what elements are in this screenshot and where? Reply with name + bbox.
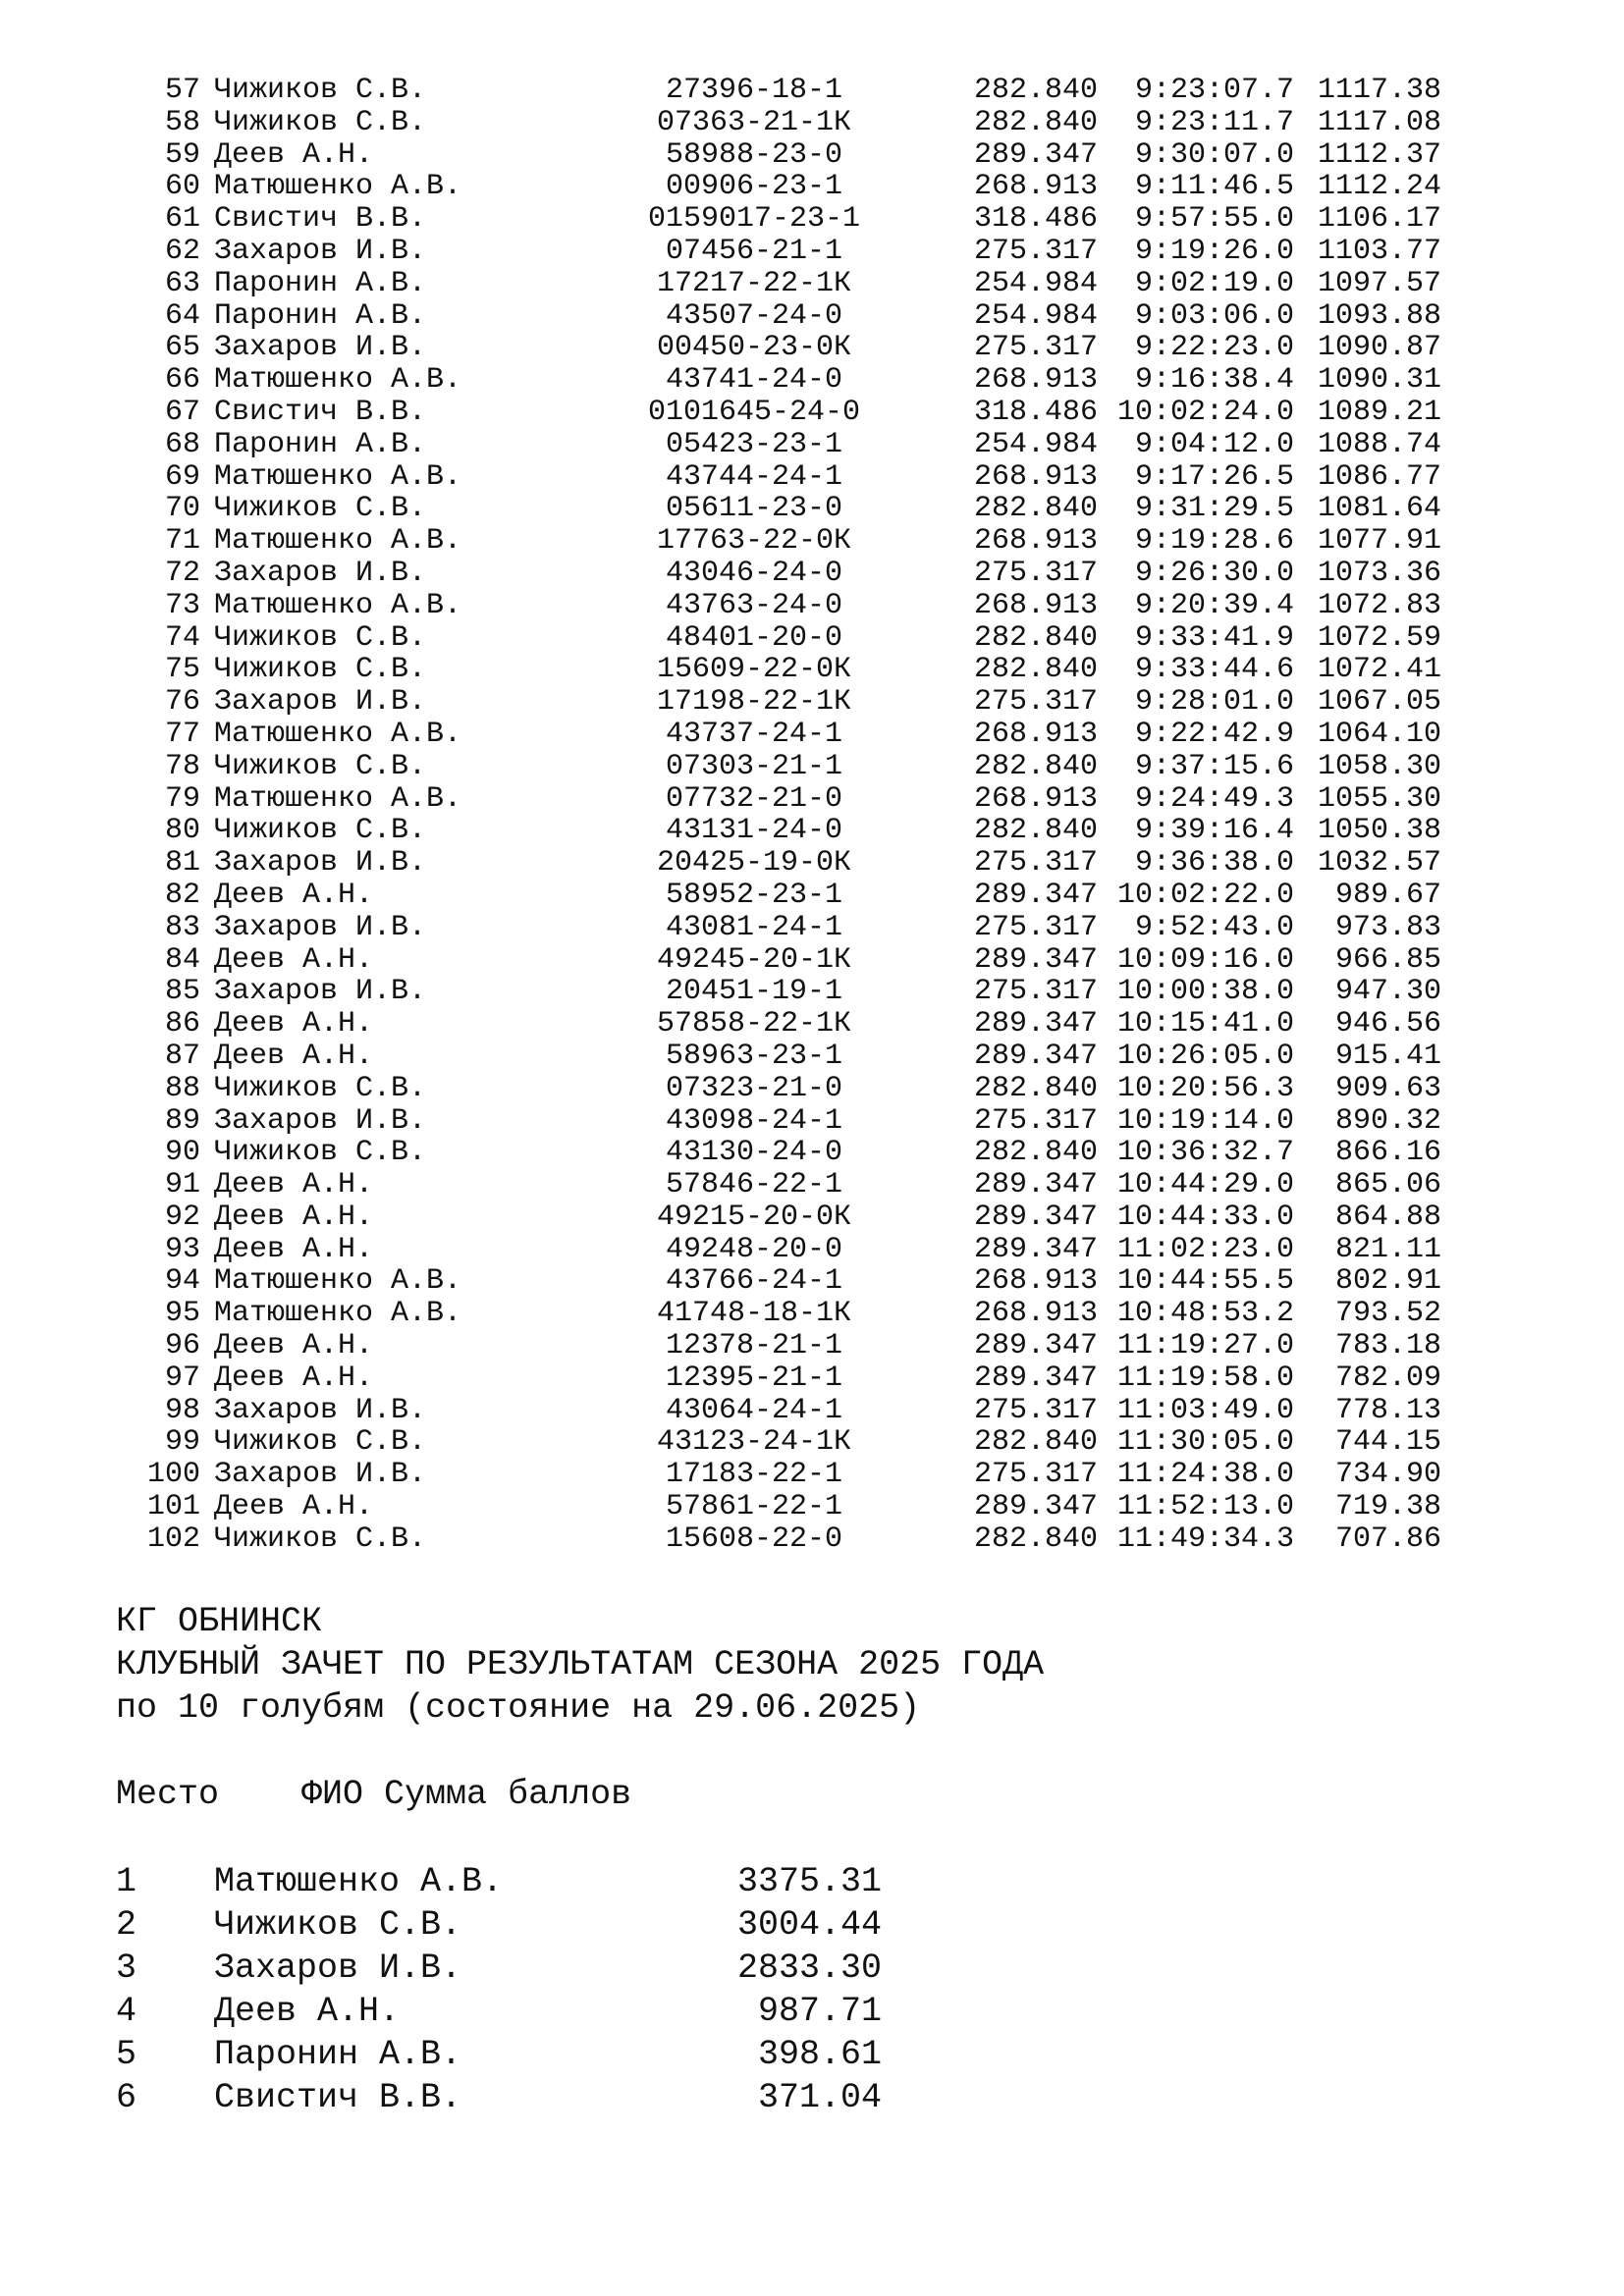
cell-ring: 57846-22-1 xyxy=(665,1168,843,1202)
cell-name: Деев А.Н. xyxy=(214,137,374,172)
cell-place: 60 xyxy=(164,170,200,204)
cell-distance: 254.984 xyxy=(973,427,1098,461)
cell-name: Захаров И.В. xyxy=(214,331,427,365)
standing-name: Свистич В.В. xyxy=(214,2078,462,2117)
cell-distance: 275.317 xyxy=(973,1458,1098,1492)
cell-time: 9:03:06.0 xyxy=(1134,298,1294,333)
cell-speed: 1086.77 xyxy=(1317,459,1441,494)
cell-place: 88 xyxy=(164,1071,200,1105)
cell-place: 102 xyxy=(146,1522,200,1556)
cell-distance: 268.913 xyxy=(973,524,1098,559)
cell-ring: 43098-24-1 xyxy=(665,1103,843,1138)
cell-place: 75 xyxy=(164,653,200,687)
cell-speed: 1106.17 xyxy=(1317,202,1441,237)
cell-time: 9:20:39.4 xyxy=(1134,588,1294,622)
standing-score: 398.61 xyxy=(757,2035,882,2074)
cell-speed: 1032.57 xyxy=(1317,846,1441,881)
cell-ring: 43737-24-1 xyxy=(665,717,843,751)
standings-title: КЛУБНЫЙ ЗАЧЕТ ПО РЕЗУЛЬТАТАМ СЕЗОНА 2025 ГОДА xyxy=(116,1645,1045,1684)
cell-speed: 1117.38 xyxy=(1317,74,1441,107)
standing-place: 4 xyxy=(116,1992,137,2031)
cell-ring: 43741-24-0 xyxy=(665,363,843,398)
cell-place: 66 xyxy=(164,363,200,398)
standing-score: 2833.30 xyxy=(736,1949,882,1988)
cell-ring: 43081-24-1 xyxy=(665,910,843,944)
cell-speed: 1089.21 xyxy=(1317,395,1441,429)
cell-ring: 43766-24-1 xyxy=(665,1264,843,1299)
cell-place: 80 xyxy=(164,814,200,848)
cell-speed: 1093.88 xyxy=(1317,298,1441,333)
standing-score: 987.71 xyxy=(757,1992,882,2031)
cell-time: 11:19:27.0 xyxy=(1116,1329,1294,1363)
cell-name: Деев А.Н. xyxy=(214,878,374,912)
cell-ring: 05611-23-0 xyxy=(665,492,843,526)
cell-speed: 1090.87 xyxy=(1317,331,1441,365)
cell-distance: 289.347 xyxy=(973,1168,1098,1202)
cell-time: 10:02:24.0 xyxy=(1116,395,1294,429)
cell-ring: 17763-22-0К xyxy=(656,524,852,559)
cell-distance: 282.840 xyxy=(973,620,1098,655)
cell-distance: 289.347 xyxy=(973,1007,1098,1041)
cell-time: 10:44:55.5 xyxy=(1116,1264,1294,1299)
cell-speed: 973.83 xyxy=(1334,910,1441,944)
cell-ring: 15608-22-0 xyxy=(665,1522,843,1556)
cell-ring: 20425-19-0К xyxy=(656,846,852,881)
cell-ring: 58988-23-0 xyxy=(665,137,843,172)
cell-speed: 865.06 xyxy=(1334,1168,1441,1202)
cell-speed: 1050.38 xyxy=(1317,814,1441,848)
cell-distance: 268.913 xyxy=(973,459,1098,494)
cell-ring: 43507-24-0 xyxy=(665,298,843,333)
cell-speed: 946.56 xyxy=(1334,1007,1441,1041)
cell-name: Деев А.Н. xyxy=(214,942,374,977)
cell-distance: 268.913 xyxy=(973,588,1098,622)
cell-ring: 15609-22-0К xyxy=(656,653,852,687)
cell-distance: 254.984 xyxy=(973,266,1098,300)
cell-ring: 57858-22-1К xyxy=(656,1007,852,1041)
cell-speed: 909.63 xyxy=(1334,1071,1441,1105)
cell-name: Матюшенко А.В. xyxy=(214,170,462,204)
cell-place: 84 xyxy=(164,942,200,977)
cell-name: Захаров И.В. xyxy=(214,1393,427,1427)
cell-ring: 58963-23-1 xyxy=(665,1039,843,1073)
cell-ring: 49248-20-0 xyxy=(665,1232,843,1266)
cell-distance: 254.984 xyxy=(973,298,1098,333)
cell-place: 97 xyxy=(164,1361,200,1395)
cell-time: 9:19:28.6 xyxy=(1134,524,1294,559)
cell-time: 9:31:29.5 xyxy=(1134,492,1294,526)
cell-distance: 275.317 xyxy=(973,234,1098,268)
cell-distance: 268.913 xyxy=(973,170,1098,204)
cell-time: 11:49:34.3 xyxy=(1116,1522,1294,1556)
cell-time: 10:00:38.0 xyxy=(1116,975,1294,1009)
cell-distance: 275.317 xyxy=(973,556,1098,590)
cell-distance: 275.317 xyxy=(973,975,1098,1009)
cell-time: 9:39:16.4 xyxy=(1134,814,1294,848)
cell-name: Чижиков С.В. xyxy=(214,74,427,107)
cell-speed: 778.13 xyxy=(1334,1393,1441,1427)
standings-header: Место ФИО Сумма баллов xyxy=(116,1775,632,1814)
cell-ring: 0159017-23-1 xyxy=(647,202,861,237)
cell-distance: 268.913 xyxy=(973,1297,1098,1331)
cell-speed: 866.16 xyxy=(1334,1136,1441,1170)
cell-ring: 43744-24-1 xyxy=(665,459,843,494)
cell-name: Чижиков С.В. xyxy=(214,492,427,526)
cell-speed: 719.38 xyxy=(1334,1490,1441,1524)
cell-time: 11:19:58.0 xyxy=(1116,1361,1294,1395)
cell-place: 99 xyxy=(164,1425,200,1460)
cell-distance: 282.840 xyxy=(973,1071,1098,1105)
cell-place: 82 xyxy=(164,878,200,912)
cell-name: Матюшенко А.В. xyxy=(214,459,462,494)
cell-name: Захаров И.В. xyxy=(214,685,427,720)
cell-distance: 268.913 xyxy=(973,363,1098,398)
cell-name: Паронин А.В. xyxy=(214,427,427,461)
cell-name: Матюшенко А.В. xyxy=(214,717,462,751)
cell-speed: 1055.30 xyxy=(1317,781,1441,816)
cell-distance: 268.913 xyxy=(973,717,1098,751)
cell-speed: 1072.83 xyxy=(1317,588,1441,622)
cell-place: 87 xyxy=(164,1039,200,1073)
cell-time: 11:30:05.0 xyxy=(1116,1425,1294,1460)
cell-name: Захаров И.В. xyxy=(214,556,427,590)
cell-distance: 275.317 xyxy=(973,1393,1098,1427)
cell-ring: 43130-24-0 xyxy=(665,1136,843,1170)
cell-time: 9:28:01.0 xyxy=(1134,685,1294,720)
cell-speed: 1112.37 xyxy=(1317,137,1441,172)
cell-distance: 282.840 xyxy=(973,74,1098,107)
cell-speed: 1067.05 xyxy=(1317,685,1441,720)
cell-ring: 07303-21-1 xyxy=(665,749,843,783)
cell-time: 9:23:11.7 xyxy=(1134,105,1294,139)
cell-speed: 947.30 xyxy=(1334,975,1441,1009)
cell-distance: 275.317 xyxy=(973,910,1098,944)
cell-name: Деев А.Н. xyxy=(214,1361,374,1395)
cell-distance: 282.840 xyxy=(973,653,1098,687)
cell-name: Чижиков С.В. xyxy=(214,1425,427,1460)
cell-place: 57 xyxy=(164,74,200,107)
cell-ring: 57861-22-1 xyxy=(665,1490,843,1524)
cell-name: Матюшенко А.В. xyxy=(214,524,462,559)
cell-time: 10:48:53.2 xyxy=(1116,1297,1294,1331)
cell-time: 11:24:38.0 xyxy=(1116,1458,1294,1492)
cell-name: Матюшенко А.В. xyxy=(214,1264,462,1299)
cell-distance: 275.317 xyxy=(973,685,1098,720)
cell-place: 85 xyxy=(164,975,200,1009)
cell-distance: 282.840 xyxy=(973,1136,1098,1170)
cell-place: 92 xyxy=(164,1200,200,1234)
cell-place: 74 xyxy=(164,620,200,655)
cell-distance: 289.347 xyxy=(973,942,1098,977)
cell-distance: 289.347 xyxy=(973,1200,1098,1234)
cell-name: Чижиков С.В. xyxy=(214,814,427,848)
cell-name: Захаров И.В. xyxy=(214,1458,427,1492)
standing-name: Захаров И.В. xyxy=(214,1949,462,1988)
cell-name: Чижиков С.В. xyxy=(214,653,427,687)
cell-distance: 282.840 xyxy=(973,749,1098,783)
cell-distance: 282.840 xyxy=(973,105,1098,139)
cell-distance: 289.347 xyxy=(973,1329,1098,1363)
cell-time: 9:16:38.4 xyxy=(1134,363,1294,398)
standing-score: 371.04 xyxy=(757,2078,882,2117)
cell-time: 9:33:41.9 xyxy=(1134,620,1294,655)
cell-speed: 821.11 xyxy=(1334,1232,1441,1266)
cell-name: Захаров И.В. xyxy=(214,910,427,944)
cell-ring: 43064-24-1 xyxy=(665,1393,843,1427)
cell-speed: 1077.91 xyxy=(1317,524,1441,559)
cell-name: Чижиков С.В. xyxy=(214,1071,427,1105)
cell-ring: 0101645-24-0 xyxy=(647,395,861,429)
cell-speed: 782.09 xyxy=(1334,1361,1441,1395)
cell-time: 9:37:15.6 xyxy=(1134,749,1294,783)
cell-name: Деев А.Н. xyxy=(214,1232,374,1266)
cell-distance: 268.913 xyxy=(973,781,1098,816)
cell-time: 10:09:16.0 xyxy=(1116,942,1294,977)
cell-time: 10:20:56.3 xyxy=(1116,1071,1294,1105)
standing-name: Матюшенко А.В. xyxy=(214,1862,504,1901)
cell-speed: 1081.64 xyxy=(1317,492,1441,526)
cell-place: 65 xyxy=(164,331,200,365)
cell-ring: 17198-22-1К xyxy=(656,685,852,720)
cell-name: Деев А.Н. xyxy=(214,1039,374,1073)
cell-ring: 17183-22-1 xyxy=(665,1458,843,1492)
cell-distance: 275.317 xyxy=(973,331,1098,365)
cell-time: 10:26:05.0 xyxy=(1116,1039,1294,1073)
cell-name: Деев А.Н. xyxy=(214,1490,374,1524)
cell-speed: 1064.10 xyxy=(1317,717,1441,751)
cell-place: 67 xyxy=(164,395,200,429)
cell-place: 98 xyxy=(164,1393,200,1427)
cell-ring: 12378-21-1 xyxy=(665,1329,843,1363)
cell-distance: 289.347 xyxy=(973,1232,1098,1266)
cell-speed: 802.91 xyxy=(1334,1264,1441,1299)
cell-distance: 275.317 xyxy=(973,846,1098,881)
cell-ring: 07363-21-1К xyxy=(656,105,852,139)
standing-score: 3375.31 xyxy=(736,1862,882,1901)
cell-place: 93 xyxy=(164,1232,200,1266)
club-name: КГ ОБНИНСК xyxy=(116,1602,323,1641)
cell-ring: 49215-20-0К xyxy=(656,1200,852,1234)
cell-time: 9:22:42.9 xyxy=(1134,717,1294,751)
cell-time: 9:52:43.0 xyxy=(1134,910,1294,944)
cell-time: 10:36:32.7 xyxy=(1116,1136,1294,1170)
standing-score: 3004.44 xyxy=(736,1905,882,1945)
cell-time: 10:19:14.0 xyxy=(1116,1103,1294,1138)
cell-speed: 1088.74 xyxy=(1317,427,1441,461)
cell-place: 73 xyxy=(164,588,200,622)
cell-time: 9:04:12.0 xyxy=(1134,427,1294,461)
cell-speed: 1072.41 xyxy=(1317,653,1441,687)
cell-place: 95 xyxy=(164,1297,200,1331)
cell-name: Чижиков С.В. xyxy=(214,1136,427,1170)
cell-distance: 282.840 xyxy=(973,492,1098,526)
cell-distance: 289.347 xyxy=(973,137,1098,172)
cell-distance: 275.317 xyxy=(973,1103,1098,1138)
cell-time: 10:02:22.0 xyxy=(1116,878,1294,912)
cell-time: 11:02:23.0 xyxy=(1116,1232,1294,1266)
cell-name: Деев А.Н. xyxy=(214,1200,374,1234)
standing-place: 6 xyxy=(116,2078,137,2117)
cell-place: 79 xyxy=(164,781,200,816)
cell-time: 11:03:49.0 xyxy=(1116,1393,1294,1427)
standing-place: 3 xyxy=(116,1949,137,1988)
cell-place: 90 xyxy=(164,1136,200,1170)
cell-place: 58 xyxy=(164,105,200,139)
cell-name: Деев А.Н. xyxy=(214,1007,374,1041)
cell-place: 64 xyxy=(164,298,200,333)
cell-distance: 289.347 xyxy=(973,878,1098,912)
cell-ring: 43046-24-0 xyxy=(665,556,843,590)
cell-ring: 00906-23-1 xyxy=(665,170,843,204)
cell-time: 9:11:46.5 xyxy=(1134,170,1294,204)
cell-place: 70 xyxy=(164,492,200,526)
cell-speed: 707.86 xyxy=(1334,1522,1441,1556)
standing-place: 1 xyxy=(116,1862,137,1901)
cell-place: 86 xyxy=(164,1007,200,1041)
cell-ring: 49245-20-1К xyxy=(656,942,852,977)
cell-ring: 20451-19-1 xyxy=(665,975,843,1009)
cell-place: 83 xyxy=(164,910,200,944)
cell-distance: 289.347 xyxy=(973,1490,1098,1524)
cell-distance: 318.486 xyxy=(973,395,1098,429)
cell-distance: 289.347 xyxy=(973,1039,1098,1073)
cell-name: Чижиков С.В. xyxy=(214,620,427,655)
cell-name: Свистич В.В. xyxy=(214,202,427,237)
cell-ring: 27396-18-1 xyxy=(665,74,843,107)
cell-time: 9:57:55.0 xyxy=(1134,202,1294,237)
club-standings-section xyxy=(116,1600,1044,1816)
cell-name: Матюшенко А.В. xyxy=(214,781,462,816)
cell-distance: 282.840 xyxy=(973,814,1098,848)
cell-name: Матюшенко А.В. xyxy=(214,363,462,398)
cell-speed: 864.88 xyxy=(1334,1200,1441,1234)
cell-ring: 43131-24-0 xyxy=(665,814,843,848)
cell-name: Свистич В.В. xyxy=(214,395,427,429)
cell-speed: 734.90 xyxy=(1334,1458,1441,1492)
cell-time: 9:36:38.0 xyxy=(1134,846,1294,881)
cell-speed: 1103.77 xyxy=(1317,234,1441,268)
cell-distance: 268.913 xyxy=(973,1264,1098,1299)
cell-ring: 43763-24-0 xyxy=(665,588,843,622)
cell-place: 69 xyxy=(164,459,200,494)
cell-name: Захаров И.В. xyxy=(214,846,427,881)
cell-place: 81 xyxy=(164,846,200,881)
cell-name: Матюшенко А.В. xyxy=(214,588,462,622)
cell-time: 9:02:19.0 xyxy=(1134,266,1294,300)
cell-speed: 744.15 xyxy=(1334,1425,1441,1460)
cell-ring: 07456-21-1 xyxy=(665,234,843,268)
cell-ring: 41748-18-1К xyxy=(656,1297,852,1331)
cell-place: 96 xyxy=(164,1329,200,1363)
cell-place: 63 xyxy=(164,266,200,300)
cell-speed: 1117.08 xyxy=(1317,105,1441,139)
cell-place: 62 xyxy=(164,234,200,268)
cell-speed: 1073.36 xyxy=(1317,556,1441,590)
cell-place: 59 xyxy=(164,137,200,172)
cell-ring: 07323-21-0 xyxy=(665,1071,843,1105)
cell-speed: 890.32 xyxy=(1334,1103,1441,1138)
cell-distance: 318.486 xyxy=(973,202,1098,237)
standing-place: 2 xyxy=(116,1905,137,1945)
cell-ring: 00450-23-0К xyxy=(656,331,852,365)
cell-place: 101 xyxy=(146,1490,200,1524)
cell-name: Паронин А.В. xyxy=(214,266,427,300)
cell-name: Матюшенко А.В. xyxy=(214,1297,462,1331)
cell-speed: 1097.57 xyxy=(1317,266,1441,300)
cell-ring: 58952-23-1 xyxy=(665,878,843,912)
cell-ring: 43123-24-1К xyxy=(656,1425,852,1460)
cell-time: 9:19:26.0 xyxy=(1134,234,1294,268)
cell-ring: 12395-21-1 xyxy=(665,1361,843,1395)
cell-place: 100 xyxy=(146,1458,200,1492)
cell-time: 9:23:07.7 xyxy=(1134,74,1294,107)
cell-ring: 48401-20-0 xyxy=(665,620,843,655)
cell-time: 10:15:41.0 xyxy=(1116,1007,1294,1041)
cell-name: Чижиков С.В. xyxy=(214,1522,427,1556)
cell-place: 91 xyxy=(164,1168,200,1202)
cell-time: 9:24:49.3 xyxy=(1134,781,1294,816)
cell-distance: 289.347 xyxy=(973,1361,1098,1395)
cell-place: 94 xyxy=(164,1264,200,1299)
standing-name: Деев А.Н. xyxy=(214,1992,401,2031)
cell-speed: 783.18 xyxy=(1334,1329,1441,1363)
cell-time: 9:30:07.0 xyxy=(1134,137,1294,172)
cell-name: Захаров И.В. xyxy=(214,234,427,268)
cell-name: Деев А.Н. xyxy=(214,1329,374,1363)
cell-distance: 282.840 xyxy=(973,1425,1098,1460)
cell-time: 9:22:23.0 xyxy=(1134,331,1294,365)
cell-speed: 1112.24 xyxy=(1317,170,1441,204)
cell-place: 68 xyxy=(164,427,200,461)
cell-name: Деев А.Н. xyxy=(214,1168,374,1202)
cell-name: Чижиков С.В. xyxy=(214,749,427,783)
cell-speed: 1090.31 xyxy=(1317,363,1441,398)
cell-distance: 282.840 xyxy=(973,1522,1098,1556)
cell-speed: 966.85 xyxy=(1334,942,1441,977)
cell-speed: 793.52 xyxy=(1334,1297,1441,1331)
cell-time: 10:44:33.0 xyxy=(1116,1200,1294,1234)
cell-place: 71 xyxy=(164,524,200,559)
cell-time: 9:26:30.0 xyxy=(1134,556,1294,590)
cell-time: 11:52:13.0 xyxy=(1116,1490,1294,1524)
cell-place: 76 xyxy=(164,685,200,720)
cell-place: 61 xyxy=(164,202,200,237)
cell-time: 9:17:26.5 xyxy=(1134,459,1294,494)
standings-subtitle: по 10 голубям (состояние на 29.06.2025) xyxy=(116,1688,921,1728)
cell-place: 78 xyxy=(164,749,200,783)
cell-time: 10:44:29.0 xyxy=(1116,1168,1294,1202)
cell-ring: 05423-23-1 xyxy=(665,427,843,461)
cell-place: 72 xyxy=(164,556,200,590)
standing-name: Чижиков С.В. xyxy=(214,1905,462,1945)
cell-name: Захаров И.В. xyxy=(214,975,427,1009)
cell-speed: 915.41 xyxy=(1334,1039,1441,1073)
standing-name: Паронин А.В. xyxy=(214,2035,462,2074)
standing-place: 5 xyxy=(116,2035,137,2074)
cell-ring: 17217-22-1К xyxy=(656,266,852,300)
cell-speed: 1058.30 xyxy=(1317,749,1441,783)
cell-name: Паронин А.В. xyxy=(214,298,427,333)
cell-ring: 07732-21-0 xyxy=(665,781,843,816)
cell-speed: 989.67 xyxy=(1334,878,1441,912)
cell-name: Чижиков С.В. xyxy=(214,105,427,139)
cell-place: 77 xyxy=(164,717,200,751)
cell-name: Захаров И.В. xyxy=(214,1103,427,1138)
cell-speed: 1072.59 xyxy=(1317,620,1441,655)
cell-place: 89 xyxy=(164,1103,200,1138)
cell-time: 9:33:44.6 xyxy=(1134,653,1294,687)
